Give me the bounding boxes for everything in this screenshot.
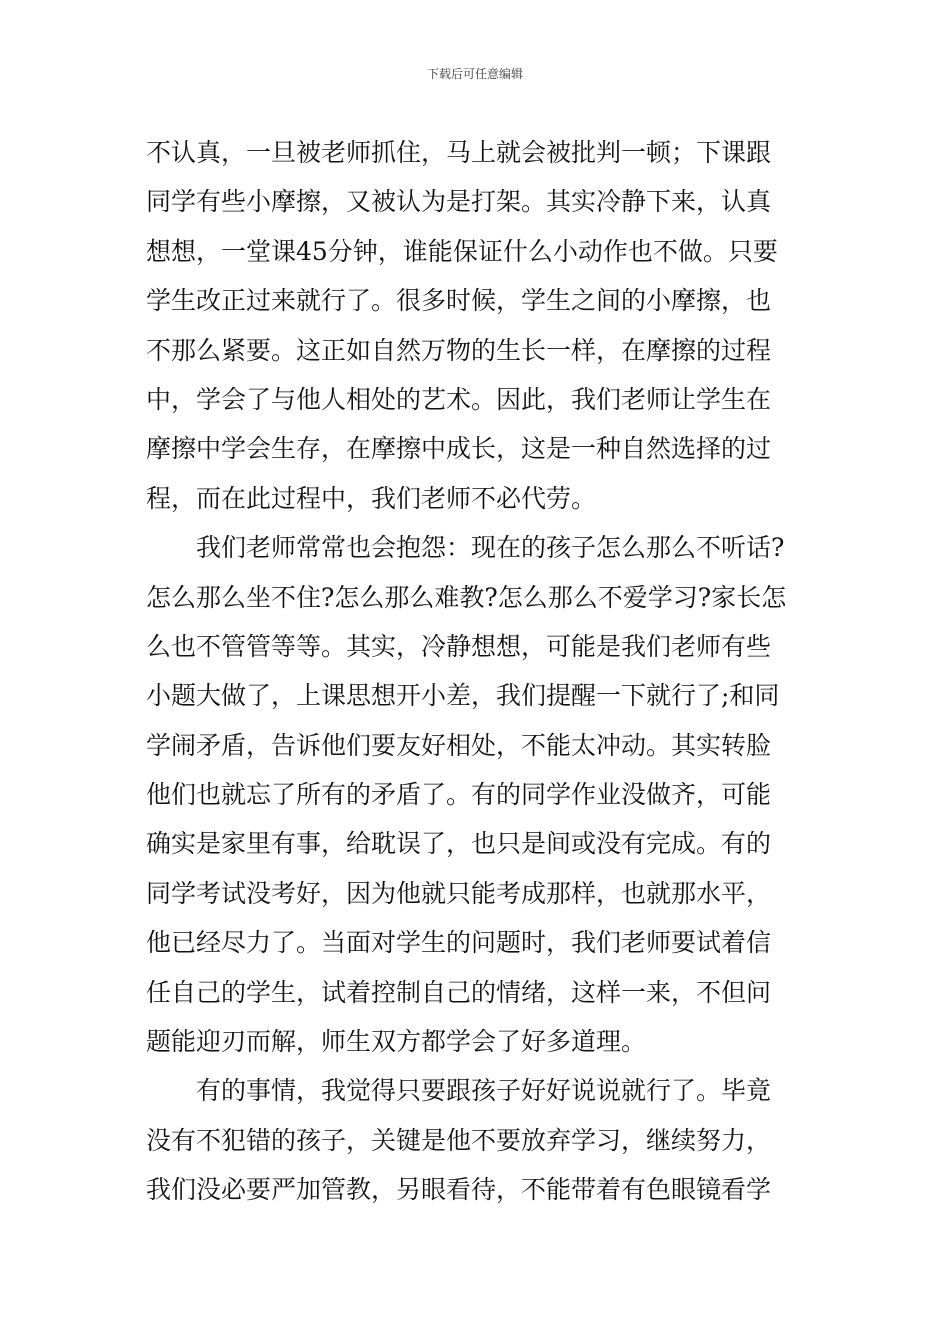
text-line: 他们也就忘了所有的矛盾了。有的同学作业没做齐，可能: [146, 780, 772, 810]
paragraph-3: [146, 1066, 806, 1214]
text-line: 不那么紧要。这正如自然万物的生长一样，在摩擦的过程: [146, 335, 772, 365]
text-line: 中，学会了与他人相处的艺术。因此，我们老师让学生在: [146, 384, 772, 414]
text-line: 学生改正过来就行了。很多时候，学生之间的小摩擦，也: [146, 286, 772, 316]
text-line: 任自己的学生，试着控制自己的情绪，这样一来，不但问: [146, 977, 772, 1007]
paragraph-2: [146, 523, 806, 1066]
document-body: [146, 128, 806, 1215]
text-line: 题能迎刃而解，师生双方都学会了好多道理。: [146, 1027, 647, 1057]
text-line: 想想，一堂课45分钟，谁能保证什么小动作也不做。只要: [146, 236, 778, 266]
text-line: 没有不犯错的孩子，关键是他不要放弃学习，继续努力，: [146, 1125, 772, 1155]
text-line: 确实是家里有事，给耽误了，也只是间或没有完成。有的: [146, 829, 772, 859]
text-line: 不认真，一旦被老师抓住，马上就会被批判一顿；下课跟: [146, 138, 772, 167]
text-line: 小题大做了，上课思想开小差，我们提醒一下就行了;和同: [146, 681, 780, 711]
text-line: 他已经尽力了。当面对学生的问题时，我们老师要试着信: [146, 928, 772, 958]
text-line: 同学有些小摩擦，又被认为是打架。其实冷静下来，认真: [146, 187, 772, 217]
text-line: 摩擦中学会生存，在摩擦中成长，这是一种自然选择的过: [146, 434, 772, 464]
text-line: 我们老师常常也会抱怨：现在的孩子怎么那么不听话?: [196, 533, 785, 563]
text-line: 有的事情，我觉得只要跟孩子好好说说就行了。毕竟: [196, 1076, 772, 1106]
text-line: 我们没必要严加管教，另眼看待，不能带着有色眼镜看学: [146, 1175, 772, 1205]
page-header: 下载后可任意编辑: [426, 67, 523, 81]
paragraph-1: [146, 128, 806, 523]
text-line: 学闹矛盾，告诉他们要友好相处，不能太冲动。其实转脸: [146, 730, 772, 760]
text-line: 同学考试没考好，因为他就只能考成那样，也就那水平，: [146, 878, 772, 908]
text-line: 程，而在此过程中，我们老师不必代劳。: [146, 483, 597, 513]
text-line: 怎么那么坐不住?怎么那么难教?怎么那么不爱学习?家长怎: [146, 582, 787, 612]
text-line: 么也不管管等等。其实，冷静想想，可能是我们老师有些: [146, 631, 772, 661]
